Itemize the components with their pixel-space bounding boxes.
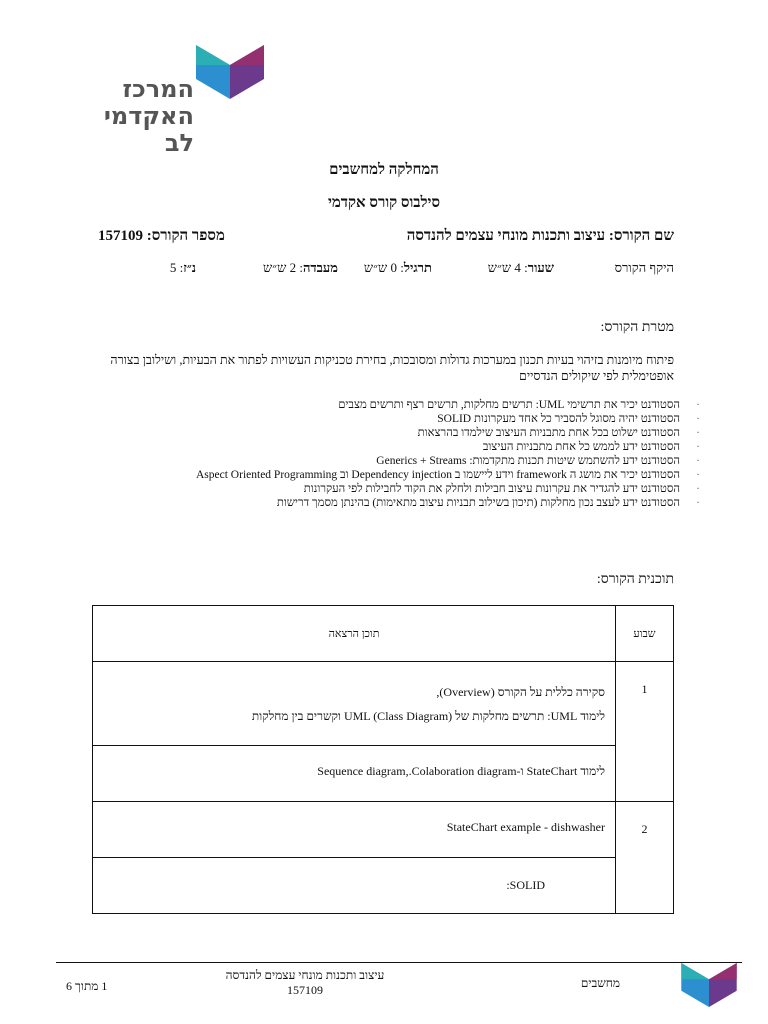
- logo-line-2: האקדמי: [103, 102, 194, 130]
- list-item: הסטודנט ידע להשתמש שיטות תכנות מתקדמות: Generics + Streams ·: [140, 454, 680, 468]
- list-item: הסטודנט ישלוט בכל אחת מתבניות העיצוב שילמדו בהרצאות ·: [140, 426, 680, 440]
- scope-credits: נ״ז: 5: [169, 260, 196, 275]
- department-title: המחלקה למחשבים: [329, 162, 439, 178]
- footer-divider: [56, 962, 742, 963]
- content-cell: סקירה כללית על הקורס (Overview), לימוד UML: תרשים מחלקות של UML (Class Diagram) וקשרים בין מחלקות: [93, 662, 616, 746]
- table-row: [93, 858, 674, 914]
- plan-heading: תוכנית הקורס:: [596, 572, 674, 587]
- list-item: הסטודנט יהיה מסוגל להסביר כל אחד מעקרונות SOLID ·: [140, 412, 680, 426]
- content-cell: SOLID:: [93, 858, 616, 914]
- col-week-header: שבוע: [616, 606, 674, 662]
- goal-heading: מטרת הקורס:: [600, 320, 674, 335]
- list-item: הסטודנט יכיר את תרשימי UML: תרשים מחלקות, תרשים רצף ותרשים מצבים ·: [140, 398, 680, 412]
- footer-logo-icon: [681, 963, 737, 1007]
- footer-course: עיצוב ותכנות מונחי עצמים להנדסה 157109: [225, 968, 385, 997]
- institution-logo: [96, 40, 266, 157]
- table-header-row: [93, 606, 674, 662]
- scope-lab: מעבדה: 2 ש״ש: [262, 260, 338, 275]
- syllabus-title: סילבוס קורס אקדמי: [327, 195, 441, 211]
- list-item: הסטודנט יכיר את מושג ה framework וידע ליישמו ב Dependency injection וב Aspect Oriented Programming ·: [140, 468, 680, 482]
- week-cell: 2: [616, 802, 674, 914]
- table-row: [93, 662, 674, 746]
- course-name-label: שם הקורס:: [608, 228, 674, 244]
- course-plan-table: [92, 605, 674, 914]
- scope-practice: תרגיל: 0 ש״ש: [363, 260, 432, 275]
- col-content-header: תוכן הרצאה: [93, 606, 616, 662]
- footer-page-number: 1 מתוך 6: [66, 979, 108, 993]
- goal-bullet-list: [140, 398, 680, 510]
- book-logo-icon: [196, 45, 264, 99]
- course-number: 157109: [98, 228, 143, 244]
- list-item: הסטודנט ידע לממש כל אחת מתבניות העיצוב ·: [140, 440, 680, 454]
- scope-lecture: שעור: 4 ש״ש: [487, 260, 554, 275]
- goal-paragraph: פיתוח מיומנות בזיהוי בעיות תכנון במערכות גדולות ומסובכות, בחירת טכניקות העשויות לפתור את הבעיות, ושילובן בצורה אופטימלית לפי שיקולים הנדסיים: [110, 353, 674, 383]
- content-cell: לימוד StateChart ו-Sequence diagram,.Colaboration diagram: [93, 746, 616, 802]
- table-row: [93, 802, 674, 858]
- logo-line-1: המרכז: [122, 75, 194, 103]
- week-cell: 1: [616, 662, 674, 802]
- scope-label: היקף הקורס: [614, 260, 674, 275]
- logo-line-3: לב: [164, 129, 194, 157]
- content-cell: StateChart example - dishwasher: [93, 802, 616, 858]
- course-name: עיצוב ותכנות מונחי עצמים להנדסה: [406, 228, 606, 244]
- table-row: [93, 746, 674, 802]
- list-item: הסטודנט ידע לעצב נכון מחלקות (תיכון בשילוב תבניות עיצוב מתאימות) בהינתן מסמך דרישות ·: [140, 496, 680, 510]
- course-number-row: [98, 228, 225, 245]
- footer-department: מחשבים: [580, 976, 620, 990]
- course-name-row: [407, 228, 674, 245]
- course-number-label: מספר הקורס:: [146, 228, 225, 244]
- list-item: הסטודנט ידע להגדיר את עקרונות עיצוב חבילות ולחלק את הקוד לחבילות לפי העקרונות ·: [140, 482, 680, 496]
